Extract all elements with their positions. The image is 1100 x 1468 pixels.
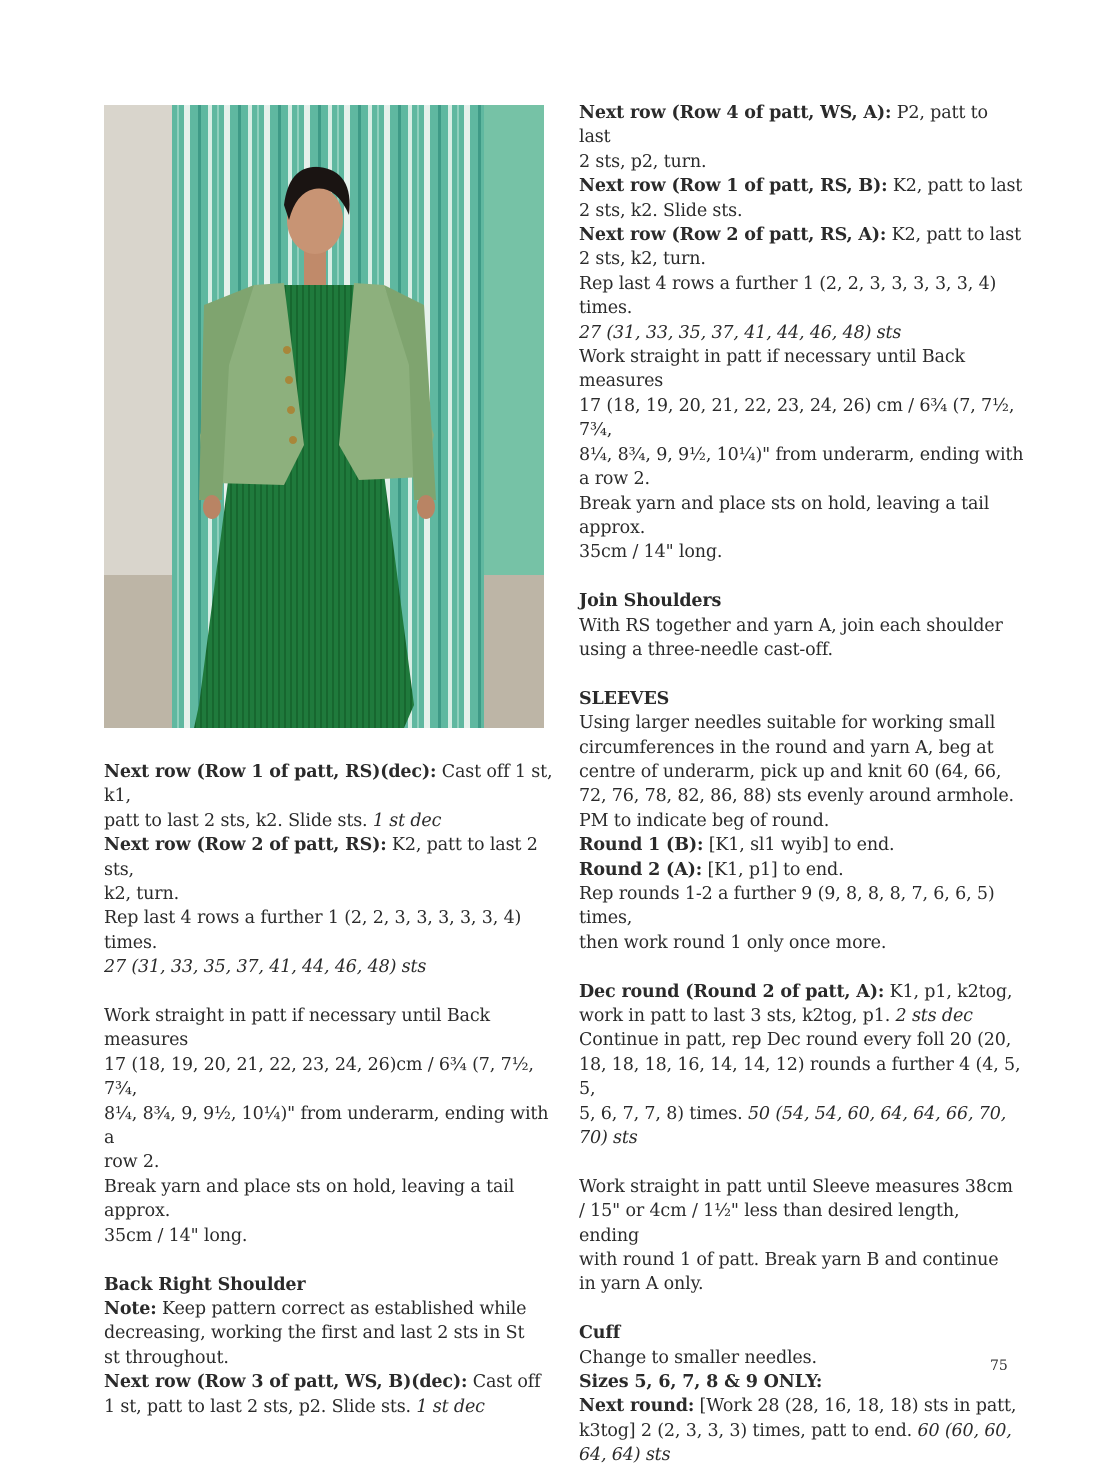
body-text: Rep last 4 rows a further 1 (2, 2, 3, 3, 3, 3, 3, 4) times. <box>104 908 522 953</box>
paragraph-gap <box>579 1150 1024 1174</box>
body-text: Continue in patt, rep Dec round every foll 20 (20, 18, 18, 18, 16, 14, 14, 12) rounds a further 4 (4, 5, 5, 5, 6, 7, 7, 8) times. <box>579 1030 1021 1124</box>
right-text-column <box>579 101 1024 1468</box>
instruction-paragraph <box>104 833 554 906</box>
instruction-paragraph <box>579 101 1024 174</box>
body-text: K2, patt to last 2 sts, k2, turn. <box>579 225 1021 270</box>
italic-count: 50 (54, 54, 60, 64, 64, 66, 70, 70) sts <box>579 1103 1007 1149</box>
bold-label: Sizes 5, 6, 7, 8 & 9 ONLY: <box>579 1372 823 1393</box>
instruction-paragraph <box>579 174 1024 223</box>
body-text: K1, p1, k2tog, work in patt to last 3 sts, k2tog, p1. <box>579 981 1013 1026</box>
instruction-paragraph <box>579 882 1024 955</box>
bold-label: Dec round (Round 2 of patt, A): <box>579 981 885 1002</box>
instruction-paragraph <box>579 614 1024 663</box>
page-number: 75 <box>990 1358 1008 1374</box>
bold-label: SLEEVES <box>579 688 670 709</box>
italic-count: 2 sts dec <box>895 1005 973 1026</box>
body-text: Work straight in patt if necessary until Back measures 17 (18, 19, 20, 21, 22, 23, 24, 26)cm / 6¾ (7, 7½, 7¾, 8¼, 8¾, 9, 9½, 10¼)" from underarm, ending with a row 2. <box>104 1006 549 1173</box>
body-text: Cast off 1 st, k1, patt to last 2 sts, k2. Slide sts. <box>104 762 553 831</box>
body-text: Using larger needles suitable for working small circumferences in the round and yarn A, beg at centre of underarm, pick up and knit 60 (64, 66, 72, 76, 78, 82, 86, 88) sts evenly around armhole. PM to indicate beg of round. <box>579 713 1014 831</box>
instruction-paragraph <box>579 1346 1024 1370</box>
model-photo <box>104 105 544 728</box>
instruction-paragraph <box>579 980 1024 1029</box>
bold-label: Next round: <box>579 1396 695 1417</box>
instruction-paragraph <box>579 1370 1024 1394</box>
instruction-paragraph <box>579 711 1024 833</box>
paragraph-gap <box>104 980 554 1004</box>
italic-count: 1 st dec <box>416 1396 485 1417</box>
bold-label: Note: <box>104 1298 157 1319</box>
body-text: Rep rounds 1-2 a further 9 (9, 8, 8, 8, 7, 6, 6, 5) times, then work round 1 only once more. <box>579 883 995 953</box>
instruction-paragraph <box>579 1175 1024 1297</box>
instruction-paragraph <box>104 1175 554 1248</box>
instruction-paragraph <box>579 492 1024 565</box>
instruction-paragraph <box>579 589 1024 613</box>
bold-label: Next row (Row 1 of patt, RS)(dec): <box>104 762 437 782</box>
italic-count: 27 (31, 33, 35, 37, 41, 44, 46, 48) sts <box>579 322 902 343</box>
bold-label: Round 1 (B): <box>579 835 704 856</box>
instruction-paragraph <box>579 1028 1024 1150</box>
instruction-paragraph <box>579 272 1024 321</box>
instruction-paragraph <box>579 833 1024 857</box>
bold-label: Cuff <box>579 1323 621 1344</box>
body-text: [K1, sl1 wyib] to end. <box>703 835 895 856</box>
instruction-paragraph <box>104 906 554 955</box>
italic-count: 60 (60, 60, 64, 64) sts <box>579 1420 1012 1466</box>
body-text: [Work 28 (28, 16, 18, 18) sts in patt, k3tog] 2 (2, 3, 3, 3) times, patt to end. <box>579 1396 1017 1441</box>
instruction-paragraph <box>104 760 554 833</box>
italic-count: 1 st dec <box>372 810 442 831</box>
italic-count: 27 (31, 33, 35, 37, 41, 44, 46, 48) sts <box>104 957 427 978</box>
paragraph-gap <box>579 955 1024 979</box>
body-text: [K1, p1] to end. <box>702 859 844 880</box>
bold-label: Next row (Row 2 of patt, RS): <box>104 835 387 856</box>
body-text: Break yarn and place sts on hold, leaving a tail approx. 35cm / 14" long. <box>104 1176 515 1246</box>
instruction-paragraph <box>104 1370 554 1419</box>
instruction-paragraph <box>104 1004 554 1175</box>
instruction-paragraph <box>579 321 1024 345</box>
bold-label: Next row (Row 3 of patt, WS, B)(dec): <box>104 1372 468 1393</box>
body-text: Change to smaller needles. <box>579 1347 817 1368</box>
paragraph-gap <box>579 565 1024 589</box>
body-text: Rep last 4 rows a further 1 (2, 2, 3, 3, 3, 3, 3, 4) times. <box>579 273 997 319</box>
instruction-paragraph <box>579 1321 1024 1345</box>
instruction-paragraph <box>104 1273 554 1297</box>
body-text: Keep pattern correct as established while decreasing, working the first and last 2 sts in St st throughout. <box>104 1298 527 1368</box>
body-text: Cast off 1 st, patt to last 2 sts, p2. Slide sts. <box>104 1372 541 1417</box>
body-text: Work straight in patt until Sleeve measures 38cm / 15" or 4cm / 1½" less than desired length, ending with round 1 of patt. Break yarn B and continue in yarn A only. <box>579 1176 1013 1295</box>
body-text: K2, patt to last 2 sts, k2. Slide sts. <box>579 176 1023 221</box>
left-text-column <box>104 760 554 1419</box>
bold-label: Next row (Row 2 of patt, RS, A): <box>579 225 887 246</box>
instruction-paragraph <box>579 858 1024 882</box>
body-text: Break yarn and place sts on hold, leaving a tail approx. 35cm / 14" long. <box>579 493 990 563</box>
body-text: With RS together and yarn A, join each shoulder using a three-needle cast-off. <box>579 615 1003 660</box>
body-text: Work straight in patt if necessary until Back measures 17 (18, 19, 20, 21, 22, 23, 24, 26) cm / 6¾ (7, 7½, 7¾, 8¼, 8¾, 9, 9½, 10¼)" from underarm, ending with a row 2. <box>579 347 1024 490</box>
bold-label: Back Right Shoulder <box>104 1274 306 1295</box>
body-text: K2, patt to last 2 sts, k2, turn. <box>104 835 538 905</box>
instruction-paragraph <box>104 955 554 979</box>
paragraph-gap <box>579 1297 1024 1321</box>
instruction-paragraph <box>579 223 1024 272</box>
paragraph-gap <box>579 662 1024 686</box>
body-text: P2, patt to last 2 sts, p2, turn. <box>579 103 988 172</box>
instruction-paragraph <box>579 1394 1024 1467</box>
instruction-paragraph <box>104 1297 554 1370</box>
model-wearing-green-cardigan-photo <box>104 105 544 728</box>
bold-label: Next row (Row 1 of patt, RS, B): <box>579 176 888 197</box>
bold-label: Round 2 (A): <box>579 859 703 880</box>
instruction-paragraph <box>579 345 1024 491</box>
paragraph-gap <box>104 1248 554 1272</box>
bold-label: Next row (Row 4 of patt, WS, A): <box>579 103 892 123</box>
instruction-paragraph <box>579 687 1024 711</box>
bold-label: Join Shoulders <box>579 591 722 612</box>
